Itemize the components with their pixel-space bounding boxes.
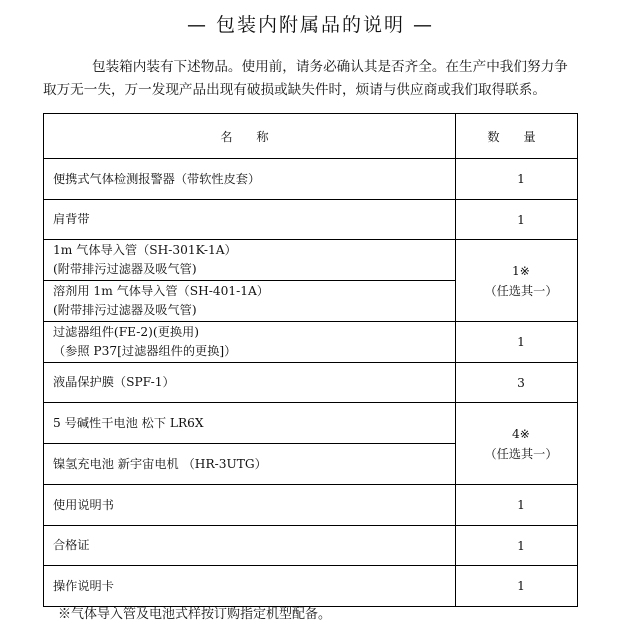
footnote: ※气体导入管及电池式样按订购指定机型配备。 — [58, 607, 332, 622]
item-detail: (附带排污过滤器及吸气管) — [53, 303, 197, 317]
table-row — [44, 485, 578, 526]
table-row — [44, 566, 578, 607]
item-quantity — [456, 240, 578, 322]
table-row — [44, 526, 578, 566]
intro-line: 包装箱内装有下述物品。使用前，请务必确认其是否齐全。在生产中我们努力争 — [92, 59, 568, 75]
item-name: 过滤器组件(FE-2)(更换用) — [53, 325, 199, 339]
table-header-row — [44, 114, 578, 159]
item-name: 液晶保护膜（SPF-1） — [53, 375, 175, 389]
item-quantity: 1 — [456, 566, 578, 607]
quantity-value: 4※ — [512, 426, 530, 441]
quantity-note: （任选其一） — [484, 446, 558, 461]
item-detail: （参照 P37[过滤器组件的更换]） — [53, 344, 237, 358]
item-name: 合格证 — [53, 538, 90, 552]
item-detail: (附带排污过滤器及吸气管) — [53, 262, 197, 276]
table-row — [44, 240, 578, 281]
item-name: 溶剂用 1m 气体导入管（SH-401-1A） — [53, 284, 269, 298]
item-name: 镍氢充电池 新宇宙电机 （HR-3UTG） — [53, 456, 267, 471]
item-name: 肩背带 — [53, 212, 90, 226]
item-name: 操作说明卡 — [53, 578, 114, 593]
item-name: 5 号碱性干电池 松下 LR6X — [53, 415, 204, 430]
item-quantity: 1 — [456, 485, 578, 526]
item-quantity: 1 — [456, 200, 578, 240]
table-row — [44, 322, 578, 363]
item-name: 使用说明书 — [53, 497, 114, 512]
table-row — [44, 200, 578, 240]
intro-line: 取万无一失，万一发现产品出现有破损或缺失件时，烦请与供应商或我们取得联系。 — [43, 82, 546, 98]
table-row — [44, 363, 578, 403]
item-quantity: 1 — [456, 159, 578, 200]
header-name: 名 称 — [44, 114, 456, 159]
item-quantity — [456, 403, 578, 485]
table-row — [44, 403, 578, 444]
intro-paragraph — [43, 56, 613, 102]
item-name: 1m 气体导入管（SH-301K-1A） — [53, 243, 237, 257]
accessories-table — [43, 113, 578, 607]
header-quantity: 数 量 — [456, 114, 578, 159]
quantity-value: 1※ — [512, 263, 530, 278]
page-title: — 包装内附属品的说明 — — [186, 14, 435, 36]
item-quantity: 3 — [456, 363, 578, 403]
item-quantity: 1 — [456, 322, 578, 363]
quantity-note: （任选其一） — [484, 283, 558, 298]
item-quantity: 1 — [456, 526, 578, 566]
item-name: 便携式气体检测报警器（带软性皮套） — [53, 171, 261, 186]
table-row — [44, 159, 578, 200]
